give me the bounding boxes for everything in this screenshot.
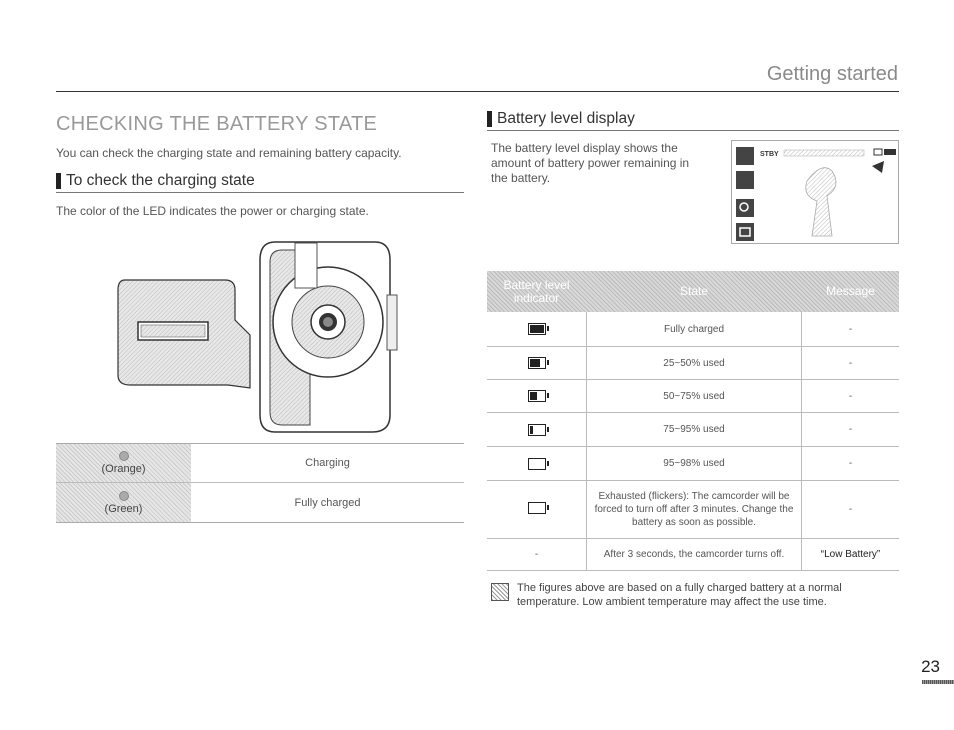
battery-empty-icon: [528, 458, 546, 470]
battery-fill: [530, 359, 541, 367]
led-state-table: [56, 443, 464, 523]
led-icon: [119, 451, 129, 461]
table-row: [487, 347, 899, 380]
message-cell: -: [848, 323, 853, 335]
battery-level-table: [487, 271, 899, 571]
lcd-screen-illustration: [731, 140, 899, 244]
state-cell: 50~75% used: [586, 380, 802, 412]
intro-text: You can check the charging state and remaining battery capacity.: [56, 146, 402, 160]
table-row: [487, 539, 899, 571]
state-cell: 25~50% used: [586, 347, 802, 379]
lcd-status-text: STBY: [760, 151, 779, 158]
battery-level-heading-text: Battery level display: [497, 110, 635, 127]
message-cell: -: [848, 357, 853, 369]
battery-exhausted-icon: [528, 502, 546, 514]
note-icon: [491, 583, 509, 601]
column-header: Message: [826, 284, 875, 298]
indicator-cell: -: [534, 549, 539, 560]
battery-three-quarter-icon: [528, 357, 546, 369]
led-indicator-cell: [56, 444, 191, 482]
message-cell: -: [848, 504, 853, 515]
state-cell: Fully charged: [586, 312, 802, 346]
battery-level-description: The battery level display shows the amount of battery power remaining in the battery.: [491, 141, 690, 185]
page-number: 23: [921, 657, 940, 676]
led-color-label: (Orange): [101, 463, 146, 475]
table-row: [487, 413, 899, 447]
led-state-text: Fully charged: [294, 496, 361, 509]
led-color-label: (Green): [104, 502, 143, 515]
battery-full-icon: [528, 323, 546, 335]
battery-half-icon: [528, 390, 546, 402]
led-icon: [119, 491, 129, 501]
state-cell: Exhausted (flickers): The camcorder will be forced to turn off after 3 minutes. Change the battery as soon as possible.: [586, 481, 802, 538]
state-cell: After 3 seconds, the camcorder turns off.: [586, 539, 802, 570]
table-header: [487, 271, 899, 312]
battery-quarter-icon: [528, 424, 546, 436]
battery-level-heading: [487, 110, 899, 131]
section-header: Getting started: [766, 63, 898, 85]
message-cell: -: [848, 390, 853, 402]
charging-state-heading: [56, 172, 464, 193]
page-title: CHECKING THE BATTERY STATE: [56, 113, 378, 135]
camcorder-led-illustration: [110, 240, 410, 440]
message-cell: “Low Battery”: [820, 549, 881, 560]
column-header: State: [679, 284, 709, 298]
page-number-bar: [922, 680, 954, 684]
state-cell: 75~95% used: [586, 413, 802, 446]
table-row: [487, 481, 899, 539]
lcd-screen-drawing: [732, 141, 898, 243]
table-row: [56, 483, 464, 522]
battery-flicker-icon: [528, 502, 546, 517]
table-row: [487, 380, 899, 413]
charging-state-heading-text: To check the charging state: [66, 172, 255, 189]
led-indicator-cell: [56, 483, 191, 522]
battery-fill: [530, 325, 544, 333]
led-state-text: Charging: [305, 457, 350, 469]
battery-fill: [530, 426, 534, 434]
charging-state-description: The color of the LED indicates the power or charging state.: [56, 204, 369, 218]
battery-fill: [530, 392, 537, 400]
state-cell: 95~98% used: [586, 447, 802, 480]
note-text: The figures above are based on a fully charged battery at a normal temperature. Low ambient temperature may affect the use time.: [517, 582, 842, 608]
heading-marker: [487, 111, 492, 127]
table-row: [487, 312, 899, 347]
column-header: Battery level indicator: [503, 277, 570, 305]
header-divider: [56, 91, 899, 92]
message-cell: -: [848, 424, 853, 435]
message-cell: -: [848, 458, 853, 469]
heading-marker: [56, 173, 61, 189]
note: [491, 581, 887, 609]
table-row: [487, 447, 899, 481]
table-row: [56, 444, 464, 483]
